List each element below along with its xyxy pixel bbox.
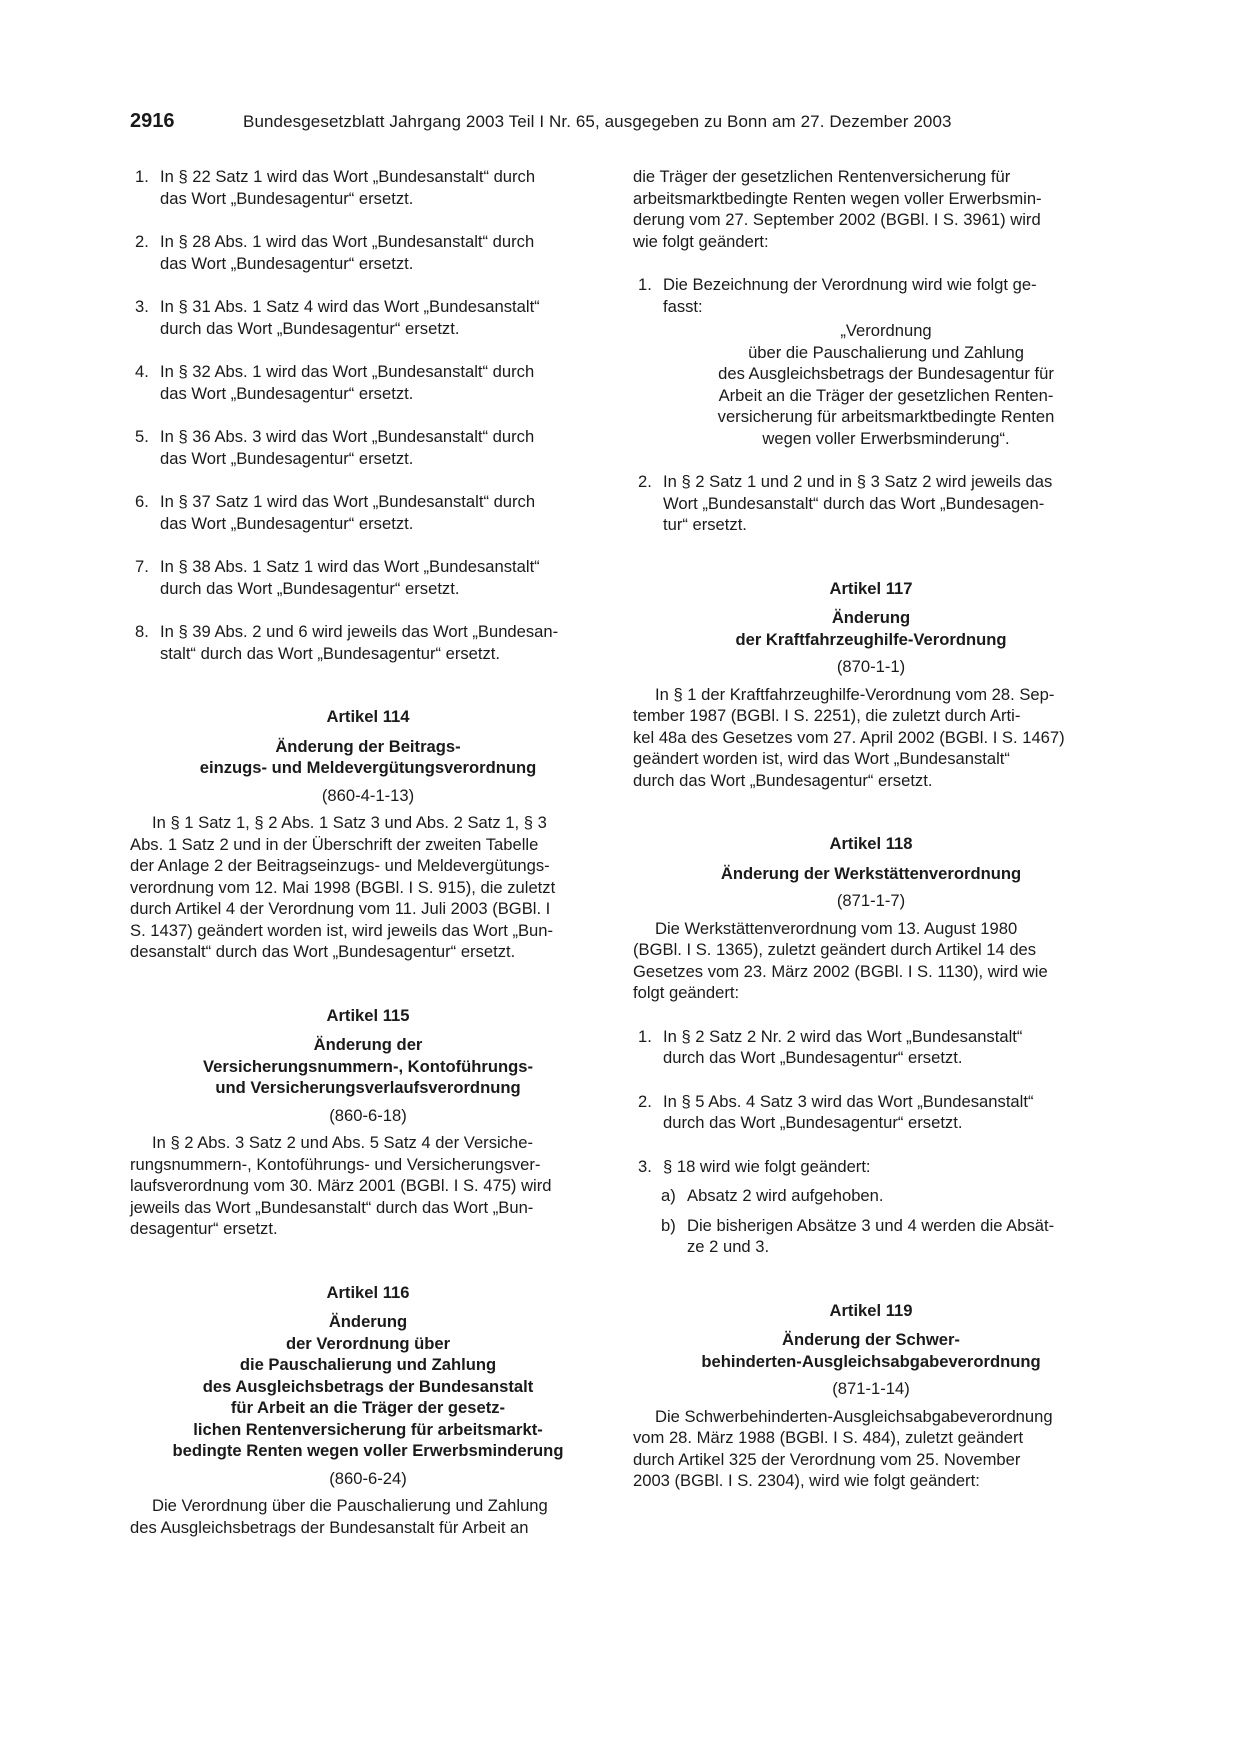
text-line: § 18 wird wie folgt geändert: — [663, 1156, 871, 1176]
text-line: laufsverordnung vom 30. März 2001 (BGBl. I S. 475) wird — [130, 1176, 552, 1195]
text-line: durch das Wort „Bundesagentur“ ersetzt. — [160, 318, 460, 338]
item-number: 4. — [135, 362, 149, 381]
text-line: vom 28. März 1988 (BGBl. I S. 484), zuletzt geändert — [633, 1428, 1024, 1447]
article-heading-line: für Arbeit an die Träger der gesetz- — [230, 1398, 506, 1417]
text-line: durch das Wort „Bundesagentur“ ersetzt. — [633, 770, 933, 790]
list-item — [130, 231, 606, 274]
text-line: In § 1 Satz 1, § 2 Abs. 1 Satz 3 und Abs. 2 Satz 1, § 3 — [152, 813, 547, 832]
fna-number: (870-1-1) — [836, 657, 906, 676]
article-116 — [130, 1282, 606, 1539]
text-line: Die bisherigen Absätze 3 und 4 werden die Absät- — [687, 1215, 1055, 1235]
list-item — [130, 491, 606, 534]
list-item — [633, 274, 1109, 317]
list-item — [130, 621, 606, 664]
article-heading-line: Änderung — [328, 1312, 408, 1331]
page-number: 2916 — [130, 110, 175, 132]
text-line: (BGBl. I S. 1365), zuletzt geändert durch Artikel 14 des — [633, 940, 1037, 959]
article-118 — [633, 833, 1109, 1258]
text-line: In § 36 Abs. 3 wird das Wort „Bundesanstalt“ durch — [160, 427, 535, 446]
list-item — [633, 1156, 1109, 1178]
text-line: In § 2 Satz 1 und 2 und in § 3 Satz 2 wird jeweils das — [663, 472, 1053, 491]
right-column — [633, 166, 1109, 1492]
text-line: In § 31 Abs. 1 Satz 4 wird das Wort „Bundesanstalt“ — [160, 297, 540, 316]
article-heading-line: Änderung — [831, 608, 911, 627]
item-number: 6. — [135, 492, 149, 511]
article-heading-line: die Pauschalierung und Zahlung — [239, 1355, 497, 1374]
text-line: der Anlage 2 der Beitragseinzugs- und Meldevergütungs- — [130, 856, 550, 875]
list-item — [633, 1091, 1109, 1134]
fna-number: (871-1-7) — [836, 891, 906, 910]
text-line: fasst: — [663, 296, 703, 316]
fna-number: (860-6-24) — [329, 1468, 407, 1488]
list-item — [130, 166, 606, 209]
item-number: 1. — [638, 275, 652, 294]
article-heading-line: einzugs- und Meldevergütungsverordnung — [199, 758, 537, 777]
text-line: derung vom 27. September 2002 (BGBl. I S. 3961) wird — [633, 210, 1041, 229]
item-number: 7. — [135, 557, 149, 576]
text-line: des Ausgleichsbetrags der Bundesanstalt für Arbeit an — [130, 1517, 529, 1537]
text-line: desagentur“ ersetzt. — [130, 1219, 278, 1238]
text-line: Die Werkstättenverordnung vom 13. August 1980 — [655, 918, 1018, 938]
text-line: Die Bezeichnung der Verordnung wird wie folgt ge- — [663, 275, 1037, 294]
item-number: 1. — [135, 167, 149, 186]
text-line: In § 32 Abs. 1 wird das Wort „Bundesanstalt“ durch — [160, 362, 535, 381]
running-head: Bundesgesetzblatt Jahrgang 2003 Teil I Nr. 65, ausgegeben zu Bonn am 27. Dezember 2003 — [243, 112, 952, 131]
text-line: tember 1987 (BGBl. I S. 2251), die zuletzt durch Arti- — [633, 706, 1021, 725]
text-line: durch das Wort „Bundesagentur“ ersetzt. — [663, 1113, 963, 1132]
text-line: das Wort „Bundesagentur“ ersetzt. — [160, 383, 414, 403]
text-line: Die Schwerbehinderten-Ausgleichsabgabeverordnung — [655, 1406, 1053, 1426]
article-heading-line: Änderung der — [313, 1035, 423, 1054]
article-heading-line: Änderung der Beitrags- — [275, 736, 461, 756]
text-line: über die Pauschalierung und Zahlung — [748, 342, 1024, 362]
text-line: tur“ ersetzt. — [663, 515, 747, 534]
fna-number: (860-4-1-13) — [321, 785, 415, 805]
text-line: durch das Wort „Bundesagentur“ ersetzt. — [160, 578, 460, 598]
list-item — [130, 426, 606, 469]
article-title: Artikel 117 — [829, 578, 913, 598]
fna-number: (871-1-14) — [832, 1379, 910, 1398]
item-number: 2. — [638, 472, 652, 491]
sub-item — [633, 1215, 1109, 1258]
text-line: wegen voller Erwerbsminderung“. — [762, 428, 1010, 448]
article-heading-line: der Verordnung über — [285, 1333, 451, 1353]
text-line: In § 5 Abs. 4 Satz 3 wird das Wort „Bundesanstalt“ — [663, 1091, 1034, 1111]
article-heading-line: und Versicherungsverlaufsverordnung — [215, 1078, 521, 1097]
item-number: 2. — [638, 1091, 652, 1111]
text-line: wie folgt geändert: — [633, 231, 769, 251]
text-line: In § 39 Abs. 2 und 6 wird jeweils das Wort „Bundesan- — [160, 622, 559, 641]
text-line: In § 1 der Kraftfahrzeughilfe-Verordnung vom 28. Sep- — [655, 684, 1055, 704]
text-line: Die Verordnung über die Pauschalierung und Zahlung — [152, 1496, 548, 1515]
text-line: Gesetzes vom 23. März 2002 (BGBl. I S. 1130), wird wie — [633, 961, 1048, 981]
article-117 — [633, 578, 1109, 792]
text-line: In § 38 Abs. 1 Satz 1 wird das Wort „Bundesanstalt“ — [160, 557, 540, 576]
text-line: In § 2 Satz 2 Nr. 2 wird das Wort „Bundesanstalt“ — [663, 1026, 1023, 1046]
text-line: „Verordnung — [840, 321, 932, 340]
text-line: In § 37 Satz 1 wird das Wort „Bundesanstalt“ durch — [160, 492, 536, 511]
list-item — [130, 296, 606, 339]
article-title: Artikel 115 — [326, 1005, 410, 1025]
fna-number: (860-6-18) — [329, 1105, 407, 1125]
list-item — [130, 361, 606, 404]
item-number: 1. — [638, 1026, 652, 1046]
list-item — [633, 471, 1109, 536]
list-item — [633, 1026, 1109, 1069]
text-line: kel 48a des Gesetzes vom 27. April 2002 (BGBl. I S. 1467) — [633, 727, 1065, 747]
text-line: Wort „Bundesanstalt“ durch das Wort „Bundesagen- — [663, 493, 1045, 513]
text-line: jeweils das Wort „Bundesanstalt“ durch das Wort „Bun- — [130, 1197, 534, 1217]
item-number: 3. — [638, 1156, 652, 1176]
text-line: des Ausgleichsbetrags der Bundesagentur für — [718, 364, 1054, 383]
list-item — [130, 556, 606, 599]
article-title: Artikel 118 — [829, 834, 913, 853]
article-heading-line: der Kraftfahrzeughilfe-Verordnung — [735, 629, 1007, 649]
article-heading-line: behinderten-Ausgleichsabgabeverordnung — [701, 1351, 1041, 1371]
article-heading-line: Änderung der Schwer- — [782, 1330, 960, 1349]
text-line: das Wort „Bundesagentur“ ersetzt. — [160, 253, 414, 273]
text-line: Absatz 2 wird aufgehoben. — [687, 1186, 884, 1205]
article-heading-line: lichen Rentenversicherung für arbeitsmarkt- — [193, 1419, 543, 1439]
text-line: Arbeit an die Träger der gesetzlichen Renten- — [718, 385, 1054, 405]
article-title: Artikel 119 — [829, 1300, 913, 1320]
text-line: In § 22 Satz 1 wird das Wort „Bundesanstalt“ durch — [160, 167, 536, 186]
article-114 — [130, 706, 606, 963]
text-line: verordnung vom 12. Mai 1998 (BGBl. I S. 915), die zuletzt — [130, 877, 556, 897]
item-number: 8. — [135, 622, 149, 641]
text-line: versicherung für arbeitsmarktbedingte Renten — [717, 407, 1055, 426]
article-heading-line: des Ausgleichsbetrags der Bundesanstalt — [202, 1376, 534, 1396]
text-line: S. 1437) geändert worden ist, wird jeweils das Wort „Bun- — [130, 920, 554, 940]
text-line: das Wort „Bundesagentur“ ersetzt. — [160, 448, 414, 468]
text-line: In § 2 Abs. 3 Satz 2 und Abs. 5 Satz 4 der Versiche- — [152, 1133, 533, 1152]
text-line: durch Artikel 325 der Verordnung vom 25. November — [633, 1449, 1021, 1469]
article-heading-line: bedingte Renten wegen voller Erwerbsminderung — [172, 1441, 564, 1460]
text-line: durch Artikel 4 der Verordnung vom 11. Juli 2003 (BGBl. I — [130, 899, 551, 918]
article-title: Artikel 116 — [326, 1282, 410, 1302]
page-header — [130, 110, 1110, 140]
text-line: stalt“ durch das Wort „Bundesagentur“ ersetzt. — [160, 643, 501, 663]
article-119 — [633, 1300, 1109, 1492]
sub-item-letter: b) — [661, 1215, 676, 1235]
text-line: In § 28 Abs. 1 wird das Wort „Bundesanstalt“ durch — [160, 232, 535, 251]
text-line: das Wort „Bundesagentur“ ersetzt. — [160, 513, 414, 533]
article-heading-line: Versicherungsnummern-, Kontoführungs- — [202, 1056, 534, 1076]
text-line: desanstalt“ durch das Wort „Bundesagentur“ ersetzt. — [130, 942, 516, 961]
article-title: Artikel 114 — [326, 707, 410, 726]
text-line: das Wort „Bundesagentur“ ersetzt. — [160, 188, 414, 208]
text-line: durch das Wort „Bundesagentur“ ersetzt. — [663, 1048, 963, 1067]
sub-item-letter: a) — [661, 1186, 676, 1205]
text-line: arbeitsmarktbedingte Renten wegen voller Erwerbsmin- — [633, 188, 1042, 208]
article-115 — [130, 1005, 606, 1240]
text-line: 2003 (BGBl. I S. 2304), wird wie folgt geändert: — [633, 1471, 980, 1490]
quoted-title — [633, 320, 1109, 449]
text-line: die Träger der gesetzlichen Rentenversicherung für — [633, 167, 1011, 186]
item-number: 5. — [135, 427, 149, 446]
text-line: rungsnummern-, Kontoführungs- und Versicherungsver- — [130, 1154, 541, 1174]
text-line: ze 2 und 3. — [687, 1237, 770, 1256]
left-column — [130, 166, 606, 1538]
text-line: geändert worden ist, wird das Wort „Bundesanstalt“ — [633, 749, 1010, 768]
article-heading-line: Änderung der Werkstättenverordnung — [720, 863, 1022, 883]
sub-item — [633, 1185, 1109, 1207]
text-line: Abs. 1 Satz 2 und in der Überschrift der zweiten Tabelle — [130, 834, 539, 854]
text-line: folgt geändert: — [633, 983, 740, 1002]
item-number: 3. — [135, 297, 149, 316]
item-number: 2. — [135, 232, 149, 251]
